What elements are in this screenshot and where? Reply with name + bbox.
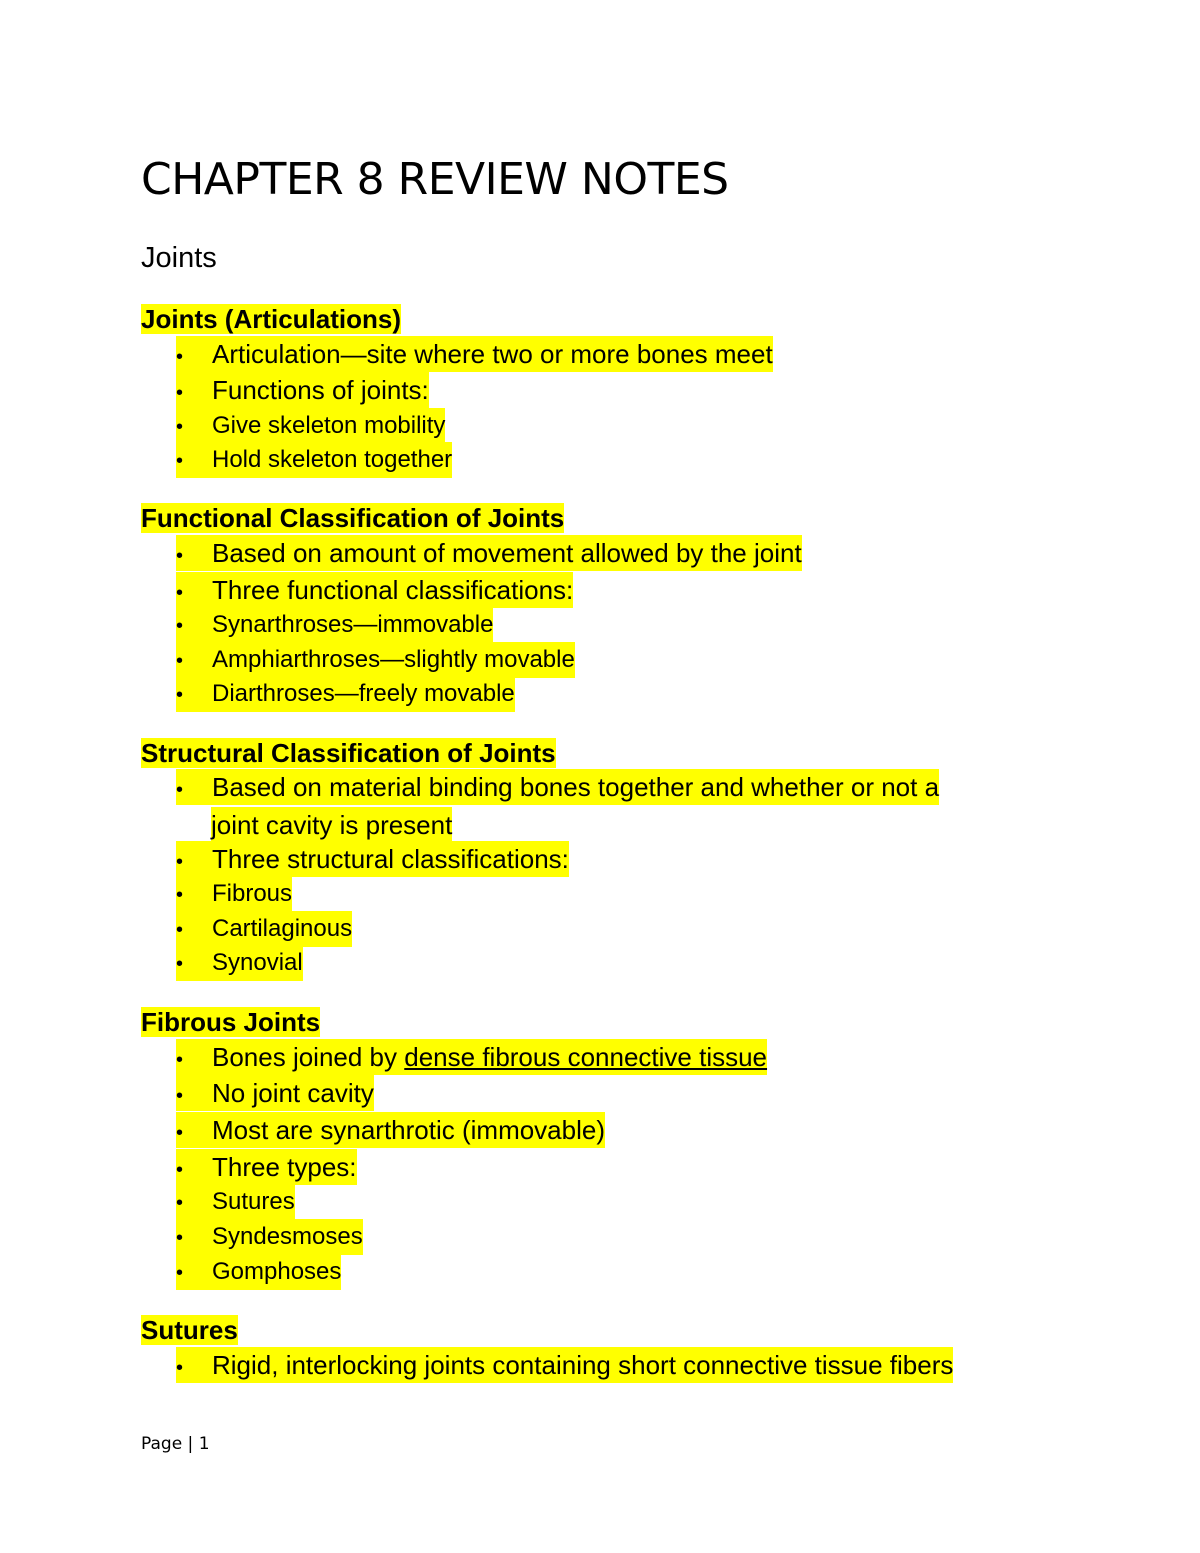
list-item: • Most are synarthrotic (immovable) xyxy=(176,1112,605,1148)
list-item: • Hold skeleton together xyxy=(176,442,452,478)
list-item: • Rigid, interlocking joints containing short connective tissue fibers xyxy=(176,1347,953,1383)
list-item: • Functions of joints: xyxy=(176,372,429,408)
list-item: • Fibrous xyxy=(176,876,292,912)
list-item: • Three structural classifications: xyxy=(176,841,569,877)
list-item: • Diarthroses—freely movable xyxy=(176,676,515,712)
bullet-icon: • xyxy=(176,684,184,706)
bullet-icon: • xyxy=(176,650,184,672)
bullet-icon: • xyxy=(176,615,184,637)
bullet-icon: • xyxy=(176,851,184,873)
list-item: • Cartilaginous xyxy=(176,911,352,947)
section-heading: Sutures xyxy=(141,1315,238,1345)
list-item: • Articulation—site where two or more bones meet xyxy=(176,336,773,372)
list-item: • Amphiarthroses—slightly movable xyxy=(176,642,575,678)
bullet-icon: • xyxy=(176,779,184,801)
bullet-icon: • xyxy=(176,884,184,906)
list-item: • Based on amount of movement allowed by the joint xyxy=(176,535,802,571)
bullet-icon: • xyxy=(176,450,184,472)
underlined-term: dense fibrous connective tissue xyxy=(404,1042,768,1072)
bullet-icon: • xyxy=(176,1357,184,1379)
bullet-icon: • xyxy=(176,382,184,404)
page-subtitle: Joints xyxy=(141,242,217,274)
list-item: • Syndesmoses xyxy=(176,1219,363,1255)
section-heading: Structural Classification of Joints xyxy=(141,738,556,768)
list-item: • Synarthroses—immovable xyxy=(176,607,493,643)
page-footer: Page | 1 xyxy=(141,1434,210,1454)
section-heading: Joints (Articulations) xyxy=(141,304,402,334)
section-heading: Functional Classification of Joints xyxy=(141,503,565,533)
list-item: • Gomphoses xyxy=(176,1254,341,1290)
list-item: • No joint cavity xyxy=(176,1075,374,1111)
bullet-icon: • xyxy=(176,346,184,368)
bullet-icon: • xyxy=(176,1192,184,1214)
list-item: • Sutures xyxy=(176,1184,295,1220)
section-heading: Fibrous Joints xyxy=(141,1007,321,1037)
bullet-icon: • xyxy=(176,1085,184,1107)
bullet-icon: • xyxy=(176,545,184,567)
bullet-icon: • xyxy=(176,1227,184,1249)
list-item-continuation: joint cavity is present xyxy=(211,807,452,843)
list-item: • Bones joined by dense fibrous connective tissue xyxy=(176,1039,767,1075)
list-item: • Synovial xyxy=(176,945,303,981)
bullet-icon: • xyxy=(176,1159,184,1181)
bullet-icon: • xyxy=(176,919,184,941)
bullet-icon: • xyxy=(176,416,184,438)
bullet-icon: • xyxy=(176,953,184,975)
list-item: • Based on material binding bones together and whether or not a xyxy=(176,769,939,805)
bullet-icon: • xyxy=(176,1049,184,1071)
bullet-icon: • xyxy=(176,1262,184,1284)
page-title: CHAPTER 8 REVIEW NOTES xyxy=(141,154,729,205)
list-item: • Three functional classifications: xyxy=(176,572,573,608)
bullet-icon: • xyxy=(176,582,184,604)
list-item: • Three types: xyxy=(176,1149,357,1185)
list-item: • Give skeleton mobility xyxy=(176,408,445,444)
bullet-icon: • xyxy=(176,1122,184,1144)
